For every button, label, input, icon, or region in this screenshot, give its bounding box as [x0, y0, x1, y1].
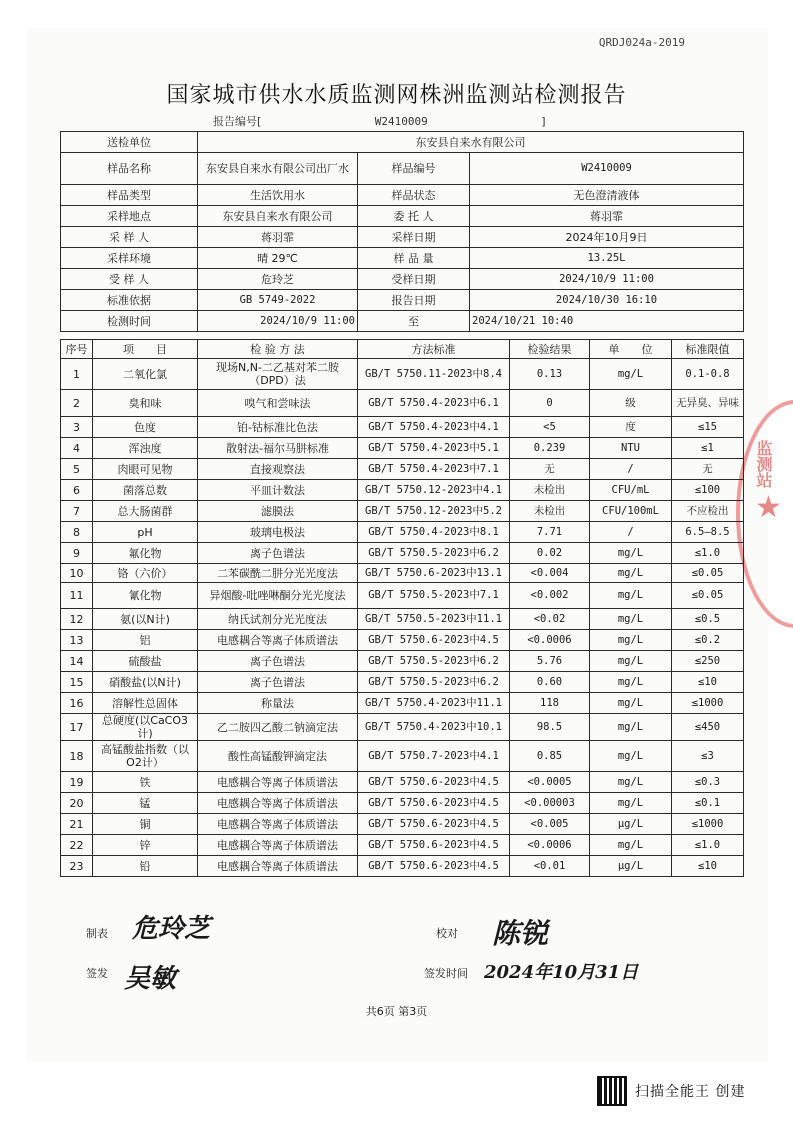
table-cell: pH [93, 522, 198, 543]
table-cell: 电感耦合等离子体质谱法 [198, 772, 358, 793]
table-cell: 8 [61, 522, 93, 543]
table-cell: GB/T 5750.4-2023中7.1 [358, 459, 510, 480]
table-cell: 级 [590, 390, 672, 417]
table-cell: mg/L [590, 359, 672, 390]
table-cell: 电感耦合等离子体质谱法 [198, 835, 358, 856]
table-cell: <0.0005 [510, 772, 590, 793]
table-cell: GB/T 5750.12-2023中4.1 [358, 480, 510, 501]
table-row [61, 543, 744, 564]
table-cell: 1 [61, 359, 93, 390]
info-label: 采样日期 [358, 227, 470, 248]
table-cell: 18 [61, 741, 93, 772]
issue-time-handwritten: 2024年10月31日 [484, 962, 639, 983]
info-value: 2024/10/9 11:00 [470, 269, 744, 290]
info-row [61, 248, 744, 269]
table-cell: 滤膜法 [198, 501, 358, 522]
table-row [61, 630, 744, 651]
table-cell: mg/L [590, 835, 672, 856]
table-cell: GB/T 5750.4-2023中6.1 [358, 390, 510, 417]
table-cell: 0.13 [510, 359, 590, 390]
table-row [61, 522, 744, 543]
table-cell: 7 [61, 501, 93, 522]
table-cell: mg/L [590, 609, 672, 630]
table-row [61, 583, 744, 609]
table-cell: ≤1000 [672, 693, 744, 714]
table-cell: ≤0.3 [672, 772, 744, 793]
table-cell: 二氧化氯 [93, 359, 198, 390]
table-cell: ≤15 [672, 417, 744, 438]
table-cell: <0.0006 [510, 835, 590, 856]
column-header: 检验结果 [510, 340, 590, 359]
table-cell: GB/T 5750.4-2023中11.1 [358, 693, 510, 714]
info-value: 东安县自来水有限公司 [198, 132, 744, 153]
table-cell: mg/L [590, 741, 672, 772]
sample-info-table [60, 131, 744, 332]
scanner-footer [597, 1076, 745, 1106]
table-cell: 乙二胺四乙酸二钠滴定法 [198, 714, 358, 741]
table-cell: 菌落总数 [93, 480, 198, 501]
table-row [61, 651, 744, 672]
doc-code: QRDJ024a-2019 [598, 36, 685, 49]
table-cell: GB/T 5750.11-2023中8.4 [358, 359, 510, 390]
info-value: 2024/10/21 10:40 [470, 311, 744, 332]
table-cell: 20 [61, 793, 93, 814]
table-cell: 色度 [93, 417, 198, 438]
table-cell: 电感耦合等离子体质谱法 [198, 856, 358, 877]
star-icon: ★ [755, 490, 782, 525]
table-cell: GB/T 5750.5-2023中6.2 [358, 651, 510, 672]
table-cell: ≤0.2 [672, 630, 744, 651]
table-row [61, 438, 744, 459]
table-cell: 铬（六价） [93, 564, 198, 583]
table-cell: / [590, 522, 672, 543]
table-cell: μg/L [590, 856, 672, 877]
table-cell: / [590, 459, 672, 480]
info-row [61, 311, 744, 332]
table-cell: 未检出 [510, 501, 590, 522]
table-cell: <0.01 [510, 856, 590, 877]
table-cell: 嗅气和尝味法 [198, 390, 358, 417]
table-cell: <5 [510, 417, 590, 438]
table-cell: 7.71 [510, 522, 590, 543]
table-cell: 电感耦合等离子体质谱法 [198, 793, 358, 814]
table-cell: ≤1.0 [672, 543, 744, 564]
info-label: 采样环境 [61, 248, 198, 269]
table-cell: 0.239 [510, 438, 590, 459]
info-label: 采样地点 [61, 206, 198, 227]
table-cell: μg/L [590, 814, 672, 835]
info-label: 检测时间 [61, 311, 198, 332]
table-cell: 5 [61, 459, 93, 480]
table-cell: 异烟酸-吡唑啉酮分光光度法 [198, 583, 358, 609]
report-number-value: W2410009 [374, 115, 428, 128]
table-row [61, 741, 744, 772]
info-row [61, 132, 744, 153]
table-cell: mg/L [590, 651, 672, 672]
table-cell: 二苯碳酰二肼分光光度法 [198, 564, 358, 583]
table-row [61, 359, 744, 390]
table-cell: 23 [61, 856, 93, 877]
info-value: 2024/10/30 16:10 [470, 290, 744, 311]
table-cell: 22 [61, 835, 93, 856]
table-cell: GB/T 5750.6-2023中4.5 [358, 835, 510, 856]
column-header: 检 验 方 法 [198, 340, 358, 359]
report-number-label: 报告编号[ [213, 115, 262, 128]
table-cell: 锰 [93, 793, 198, 814]
report-number-close: ] [541, 115, 546, 128]
table-cell: 未检出 [510, 480, 590, 501]
issue-time-label: 签发时间 [424, 967, 468, 980]
table-cell: GB/T 5750.6-2023中4.5 [358, 772, 510, 793]
issued-label: 签发 [86, 967, 108, 980]
table-cell: 15 [61, 672, 93, 693]
table-cell: ≤0.5 [672, 609, 744, 630]
table-cell: CFU/100mL [590, 501, 672, 522]
table-cell: mg/L [590, 693, 672, 714]
prepared-label: 制表 [86, 927, 108, 940]
table-cell: 16 [61, 693, 93, 714]
info-label: 受 样 人 [61, 269, 198, 290]
checked-signature: 陈锐 [492, 917, 549, 950]
table-cell: 现场N,N-二乙基对苯二胺（DPD）法 [198, 359, 358, 390]
table-cell: 铝 [93, 630, 198, 651]
table-cell: 10 [61, 564, 93, 583]
table-cell: 铜 [93, 814, 198, 835]
table-cell: ≤1 [672, 438, 744, 459]
table-cell: 118 [510, 693, 590, 714]
table-cell: 0.60 [510, 672, 590, 693]
table-cell: GB/T 5750.6-2023中4.5 [358, 814, 510, 835]
table-cell: 17 [61, 714, 93, 741]
table-cell: ≤10 [672, 856, 744, 877]
table-cell: 纳氏试剂分光光度法 [198, 609, 358, 630]
info-label: 样品类型 [61, 185, 198, 206]
table-cell: 硫酸盐 [93, 651, 198, 672]
table-row [61, 793, 744, 814]
table-cell: 离子色谱法 [198, 543, 358, 564]
info-label: 报告日期 [358, 290, 470, 311]
page-number: 共6页 第3页 [365, 1005, 428, 1018]
table-cell: 0 [510, 390, 590, 417]
table-cell: 硝酸盐(以N计) [93, 672, 198, 693]
info-value: 东安县自来水有限公司出厂水 [198, 153, 358, 185]
table-cell: GB/T 5750.6-2023中13.1 [358, 564, 510, 583]
table-cell: 无 [672, 459, 744, 480]
table-cell: <0.00003 [510, 793, 590, 814]
table-cell: 19 [61, 772, 93, 793]
table-cell: 13 [61, 630, 93, 651]
table-row [61, 609, 744, 630]
table-cell: GB/T 5750.5-2023中7.1 [358, 583, 510, 609]
table-cell: 溶解性总固体 [93, 693, 198, 714]
info-value: 蒋羽霏 [470, 206, 744, 227]
table-row [61, 672, 744, 693]
info-row [61, 227, 744, 248]
table-cell: ≤0.1 [672, 793, 744, 814]
info-label: 委 托 人 [358, 206, 470, 227]
table-cell: 称量法 [198, 693, 358, 714]
table-cell: mg/L [590, 714, 672, 741]
results-header-row [61, 340, 744, 359]
seal-text: 监测站 [754, 440, 773, 488]
table-cell: mg/L [590, 772, 672, 793]
table-cell: 肉眼可见物 [93, 459, 198, 480]
info-label: 样品编号 [358, 153, 470, 185]
table-cell: mg/L [590, 630, 672, 651]
info-value: 蒋羽霏 [198, 227, 358, 248]
info-value: 2024/10/9 11:00 [198, 311, 358, 332]
info-label: 样品状态 [358, 185, 470, 206]
info-label: 标准依据 [61, 290, 198, 311]
report-title: 国家城市供水水质监测网株洲监测站检测报告 [166, 83, 627, 108]
table-cell: ≤450 [672, 714, 744, 741]
table-cell: 21 [61, 814, 93, 835]
table-cell: GB/T 5750.5-2023中6.2 [358, 672, 510, 693]
table-row [61, 714, 744, 741]
table-cell: 平皿计数法 [198, 480, 358, 501]
table-row [61, 480, 744, 501]
table-cell: 9 [61, 543, 93, 564]
table-cell: 5.76 [510, 651, 590, 672]
table-cell: mg/L [590, 583, 672, 609]
info-label: 受样日期 [358, 269, 470, 290]
table-cell: GB/T 5750.7-2023中4.1 [358, 741, 510, 772]
table-cell: ≤250 [672, 651, 744, 672]
table-cell: 离子色谱法 [198, 672, 358, 693]
table-row [61, 835, 744, 856]
table-row [61, 417, 744, 438]
table-row [61, 856, 744, 877]
table-cell: 0.02 [510, 543, 590, 564]
checked-label: 校对 [436, 927, 458, 940]
table-cell: 4 [61, 438, 93, 459]
results-table [60, 339, 744, 877]
table-cell: GB/T 5750.6-2023中4.5 [358, 630, 510, 651]
table-cell: 直接观察法 [198, 459, 358, 480]
info-label: 样 品 量 [358, 248, 470, 269]
info-value: 晴 29℃ [198, 248, 358, 269]
info-value: W2410009 [470, 153, 744, 185]
info-value: 生活饮用水 [198, 185, 358, 206]
table-cell: 总硬度(以CaCO3计) [93, 714, 198, 741]
table-cell: 3 [61, 417, 93, 438]
table-cell: ≤3 [672, 741, 744, 772]
table-cell: 玻璃电极法 [198, 522, 358, 543]
table-cell: 无异臭、异味 [672, 390, 744, 417]
table-cell: 总大肠菌群 [93, 501, 198, 522]
results-body [61, 359, 744, 877]
table-cell: GB/T 5750.4-2023中4.1 [358, 417, 510, 438]
table-cell: 臭和味 [93, 390, 198, 417]
info-value: 危玲芝 [198, 269, 358, 290]
table-cell: GB/T 5750.4-2023中5.1 [358, 438, 510, 459]
table-cell: 6.5—8.5 [672, 522, 744, 543]
table-cell: mg/L [590, 564, 672, 583]
table-row [61, 459, 744, 480]
table-cell: 高锰酸盐指数（以O2计） [93, 741, 198, 772]
table-cell: <0.0006 [510, 630, 590, 651]
table-cell: 98.5 [510, 714, 590, 741]
table-cell: <0.002 [510, 583, 590, 609]
column-header: 序号 [61, 340, 93, 359]
info-row [61, 269, 744, 290]
column-header: 项 目 [93, 340, 198, 359]
table-cell: 不应检出 [672, 501, 744, 522]
table-row [61, 772, 744, 793]
table-cell: 11 [61, 583, 93, 609]
info-row [61, 206, 744, 227]
table-cell: 铅 [93, 856, 198, 877]
table-cell: 0.85 [510, 741, 590, 772]
table-cell: GB/T 5750.5-2023中6.2 [358, 543, 510, 564]
info-label: 送检单位 [61, 132, 198, 153]
table-cell: ≤1000 [672, 814, 744, 835]
table-cell: 度 [590, 417, 672, 438]
info-label: 至 [358, 311, 470, 332]
table-cell: 2 [61, 390, 93, 417]
table-cell: 浑浊度 [93, 438, 198, 459]
table-cell: ≤0.05 [672, 564, 744, 583]
table-cell: NTU [590, 438, 672, 459]
table-cell: 氰化物 [93, 583, 198, 609]
table-cell: 铂-钴标准比色法 [198, 417, 358, 438]
table-cell: <0.004 [510, 564, 590, 583]
table-cell: ≤10 [672, 672, 744, 693]
table-cell: GB/T 5750.5-2023中11.1 [358, 609, 510, 630]
info-value: 无色澄清液体 [470, 185, 744, 206]
table-cell: 无 [510, 459, 590, 480]
table-cell: 铁 [93, 772, 198, 793]
info-value: 13.25L [470, 248, 744, 269]
table-cell: CFU/mL [590, 480, 672, 501]
table-cell: 0.1-0.8 [672, 359, 744, 390]
info-row [61, 290, 744, 311]
table-cell: 6 [61, 480, 93, 501]
table-cell: GB/T 5750.4-2023中10.1 [358, 714, 510, 741]
table-cell: 电感耦合等离子体质谱法 [198, 630, 358, 651]
table-cell: 12 [61, 609, 93, 630]
table-cell: 离子色谱法 [198, 651, 358, 672]
info-label: 采 样 人 [61, 227, 198, 248]
table-row [61, 564, 744, 583]
table-cell: <0.02 [510, 609, 590, 630]
column-header: 标准限值 [672, 340, 744, 359]
info-row [61, 185, 744, 206]
table-cell: mg/L [590, 793, 672, 814]
info-row [61, 153, 744, 185]
table-cell: 14 [61, 651, 93, 672]
info-value: 2024年10月9日 [470, 227, 744, 248]
table-cell: 散射法-福尔马肼标准 [198, 438, 358, 459]
table-cell: 氨(以N计) [93, 609, 198, 630]
info-value: GB 5749-2022 [198, 290, 358, 311]
footer-text: 扫描全能王 创建 [635, 1084, 746, 1100]
table-cell: mg/L [590, 543, 672, 564]
table-cell: 酸性高锰酸钾滴定法 [198, 741, 358, 772]
issued-signature: 吴敏 [124, 964, 177, 994]
table-cell: 氟化物 [93, 543, 198, 564]
table-row [61, 501, 744, 522]
table-cell: ≤100 [672, 480, 744, 501]
table-cell: 电感耦合等离子体质谱法 [198, 814, 358, 835]
info-label: 样品名称 [61, 153, 198, 185]
table-cell: GB/T 5750.12-2023中5.2 [358, 501, 510, 522]
column-header: 方法标准 [358, 340, 510, 359]
info-value: 东安县自来水有限公司 [198, 206, 358, 227]
qr-code-icon [597, 1076, 627, 1106]
table-cell: GB/T 5750.6-2023中4.5 [358, 856, 510, 877]
table-cell: GB/T 5750.6-2023中4.5 [358, 793, 510, 814]
table-cell: GB/T 5750.4-2023中8.1 [358, 522, 510, 543]
table-cell: ≤1.0 [672, 835, 744, 856]
column-header: 单 位 [590, 340, 672, 359]
table-cell: ≤0.05 [672, 583, 744, 609]
table-row [61, 693, 744, 714]
table-row [61, 814, 744, 835]
table-cell: mg/L [590, 672, 672, 693]
prepared-signature: 危玲芝 [132, 914, 211, 944]
table-row [61, 390, 744, 417]
table-cell: 锌 [93, 835, 198, 856]
table-cell: <0.005 [510, 814, 590, 835]
report-number [213, 113, 546, 129]
